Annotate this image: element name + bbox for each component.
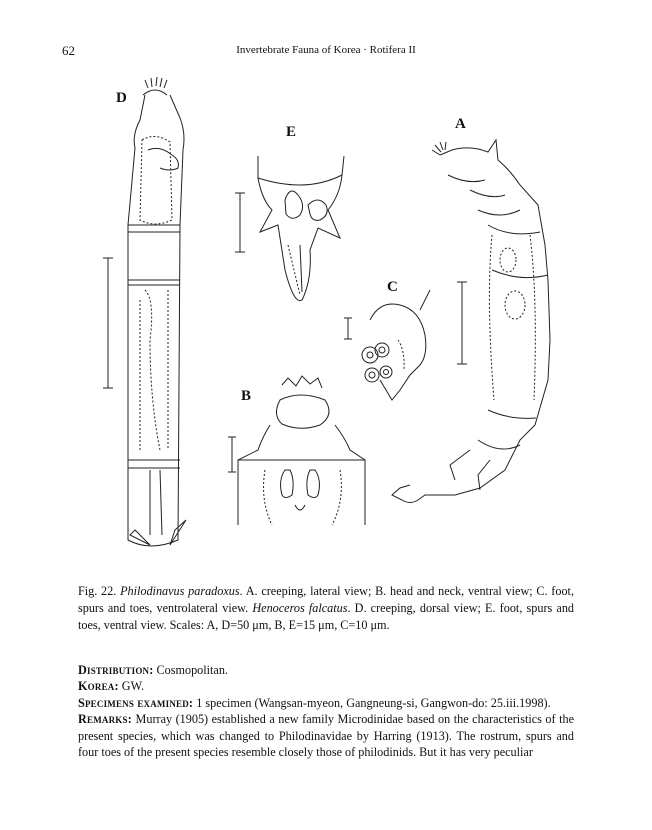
scale-bar-e [235,193,245,252]
scale-bar-d [103,258,113,388]
caption-species-2: Henoceros falcatus [252,601,348,615]
page-number: 62 [62,43,75,58]
scale-bar-b [228,437,236,472]
scale-bar-c [344,318,352,339]
korea-paragraph [78,678,574,694]
specimens-label: Specimens examined: [78,695,194,710]
remarks-label: Remarks: [78,712,132,727]
caption-fig-no: Fig. 22. [78,584,117,598]
distribution-value: Cosmopolitan. [156,663,228,677]
scale-bar-a [457,282,467,364]
figure-label-b: B [241,388,252,404]
drawing-a [392,140,550,503]
specimens-value: 1 specimen (Wangsan-myeon, Gangneung-si, Gangwon-do: 25.iii.1998). [196,695,551,710]
drawing-e [258,156,344,301]
figure-caption [78,583,574,634]
figure-label-a: A [455,116,466,132]
remarks-value: Murray (1905) established a new family Microdinidae based on the characteristics of the present species, which was changed to Philodinavidae by Harring (1913). The rostrum, spurs and four toes of the present species resemble closely those of philodinids. But it has very peculiar [78,712,574,760]
korea-value: GW. [121,679,145,694]
distribution-paragraph [78,662,574,678]
drawing-d [128,77,186,546]
running-header: Invertebrate Fauna of Korea · Rotifera II [236,44,416,56]
specimens-paragraph [78,695,574,711]
distribution-label: Distribution: [78,663,154,677]
caption-text-1: . A. creeping, lateral view; B. head and neck, ventral view; C. foot, spurs and toes, ventrolateral view. [78,584,574,615]
drawing-b [238,376,365,525]
figure-label-c: C [387,279,398,295]
figure-label-e: E [286,124,297,140]
caption-species-1: Philodinavus paradoxus [120,584,240,598]
remarks-paragraph [78,711,574,760]
korea-label: Korea: [78,679,119,694]
figure-label-d: D [116,90,127,106]
body-text [78,662,574,760]
caption-text-2: . D. creeping, dorsal view; E. foot, spurs and toes, ventral view. Scales: A, D=50 μm, B, E=15 μm, C=10 μm. [78,601,575,632]
drawing-c [362,290,430,400]
